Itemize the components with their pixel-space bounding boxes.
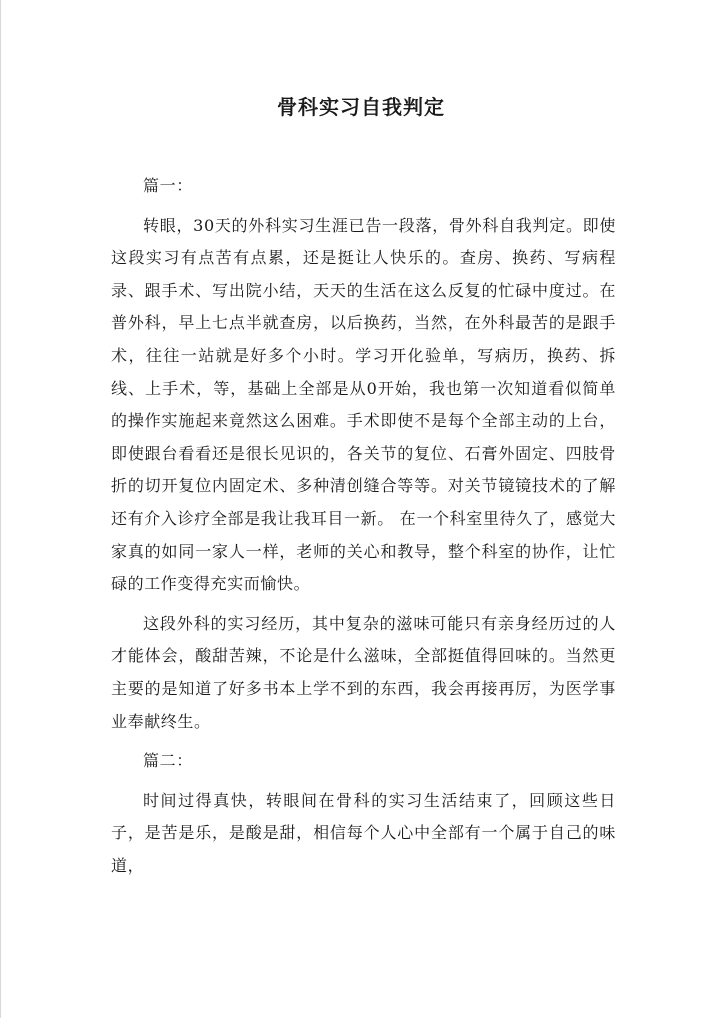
section-heading-2: 篇二： <box>143 751 193 771</box>
document-title: 骨科实习自我判定 <box>277 95 445 119</box>
section-heading-1: 篇一： <box>143 176 193 195</box>
paragraph-1: 转眼，30天的外科实习生涯已告一段落，骨外科自我判定。即使这段实习有点苦有点累，还是挺让人快乐的。查房、换药、写病程录、跟手术、写出院小结，天天的生活在这么反复的忙碌中度过。在普外科，早上七点半就查房，以后换药，当然，在外科最苦的是跟手术，往往一站就是好多个小时。学习开化验单，写病历，换药、拆线、上手术，等，基础上全部是从0开始，我也第一次知道看似简单的操作实施起来竟然这么困难。手术即使不是每个全部主动的上台，即使跟台看看还是很长见识的，各关节的复位、石膏外固定、四肢骨折的切开复位内固定术、多种清创缝合等等。对关节镜镜技术的了解还有介入诊疗全部是我让我耳目一新。 在一个科室里待久了，感觉大家真的如同一家人一样，老师的关心和教导，整个科室的协作，让忙碌的工作变得充实而愉快。 <box>111 215 616 594</box>
document-body <box>111 170 616 889</box>
paragraph-2: 这段外科的实习经历，其中复杂的滋味可能只有亲身经历过的人才能体会，酸甜苦辣，不论是什么滋味，全部挺值得回味的。当然更主要的是知道了好多书本上学不到的东西，我会再接再厉，为医学事业奉献终生。 <box>111 613 616 731</box>
paragraph-3: 时间过得真快，转眼间在骨科的实习生活结束了，回顾这些日子，是苦是乐，是酸是甜，相信每个人心中全部有一个属于自己的味道， <box>111 790 616 875</box>
